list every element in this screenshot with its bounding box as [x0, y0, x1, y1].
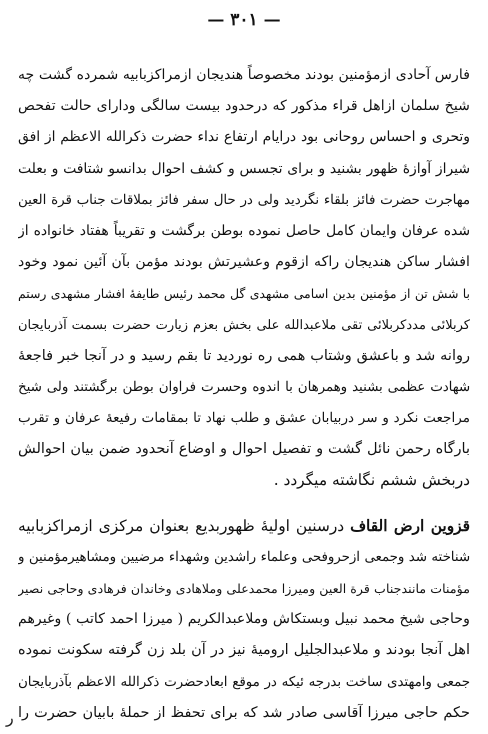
text-line: وحاجی شیخ محمد نبیل وبستکاش وملاعبدالکریم ( میرزا احمد کاتب ) وغیرهم — [18, 611, 470, 628]
text-line: دربخش ششم نگاشته میگردد . — [273, 471, 470, 490]
text-line: افشار ساکن هندیجان راکه ازقوم وعشیرتش بودند مؤمن بآن آئین نمود وخود — [18, 254, 470, 271]
text-line: اهل آنجا بودند و ملاعبدالجلیل ارومیهٔ نیز در آن بلد زن گرفته سکونت نموده — [18, 642, 470, 659]
text-line — [18, 511, 470, 542]
text-line: مراجعت نکرد و سر دربیابان عشق و طلب نهاد تا بمقامات رفیعهٔ عرفان و تقرب — [18, 410, 470, 427]
text-line: شهادت عظمی بشنید وهمرهان با اندوه وحسرت فراوان بوطن برگشتند ولی شیخ — [18, 379, 470, 395]
text-line: روانه شد و باعشق وشتاب همی ره نوردید تا بقم رسید و در آنجا خبر فاجعهٔ — [18, 347, 470, 364]
text-line: شیخ سلمان ازاهل قراء مذکور که درحدود بیست سالگی ودارای حالت تفحص — [18, 98, 470, 115]
paragraph — [18, 511, 470, 729]
text-fragment: درسنین اولیهٔ ظهوربدیع بعنوان مرکزی ازمراکزبابیه — [18, 516, 345, 535]
text-line: مهاجرت حضرت فائز بلقاء نگردید ولی در حال سفر فائز بملاقات جناب قرة العین — [18, 192, 470, 208]
text-line: شیراز آوازهٔ ظهور بشنید و برای تجسس و کشف احوال بدانسو شتافت و بعلت — [18, 160, 470, 177]
text-line: فارس آحادی ازمؤمنین بودند مخصوصاً هندیجان ازمراکزبابیه شمرده گشت چه — [18, 67, 470, 83]
margin-mark: ر — [6, 708, 14, 727]
text-line: کربلائی مددکربلائی تقی ملاعبدالله علی بخش بعزم زیارت حضرت بسمت آذربایجان — [18, 317, 470, 333]
page-number: — ٣٠١ — — [207, 10, 281, 30]
text-line: شناخته شد وجمعی ازحروفحی وعلماء راشدین وشهداء مرضیین ومشاهیرمؤمنین و — [18, 549, 470, 565]
text-line: وتحری و احساس روحانی بود درایام ارتفاع نداء حضرت ذکرالله الاعظم از افق — [18, 129, 470, 146]
paragraph-gap — [18, 497, 470, 511]
text-line: بارگاه رحمن نائل گشت و تفصیل احوال و اوضاع آنحدود ضمن بیان احوالش — [18, 441, 470, 458]
text-line: حکم حاجی میرزا آقاسی صادر شد که برای تحفظ از حملهٔ بابیان حضرت را — [18, 704, 470, 721]
text-line: شده عرفان وایمان کامل حاصل نموده بوطن برگشت و تقریباً هفتاد خانواده از — [18, 222, 470, 239]
section-heading: قزوین ارض القاف — [350, 516, 470, 535]
text-line: مؤمنات مانندجناب قرة العین ومیرزا محمدعلی وملاهادی وخاندان فرهادی وحاجی نصیر — [18, 581, 470, 596]
body-text — [18, 60, 470, 729]
text-line: جمعی وامهتدی ساخت بدرجه ئیکه در موقع ابعادحضرت ذکرالله الاعظم بآذربایجان — [18, 674, 470, 690]
text-line: با شش تن از مؤمنین بدین اسامی مشهدی گل محمد رئیس طایفهٔ افشار مشهدی رستم — [18, 286, 470, 302]
paragraph — [18, 60, 470, 497]
